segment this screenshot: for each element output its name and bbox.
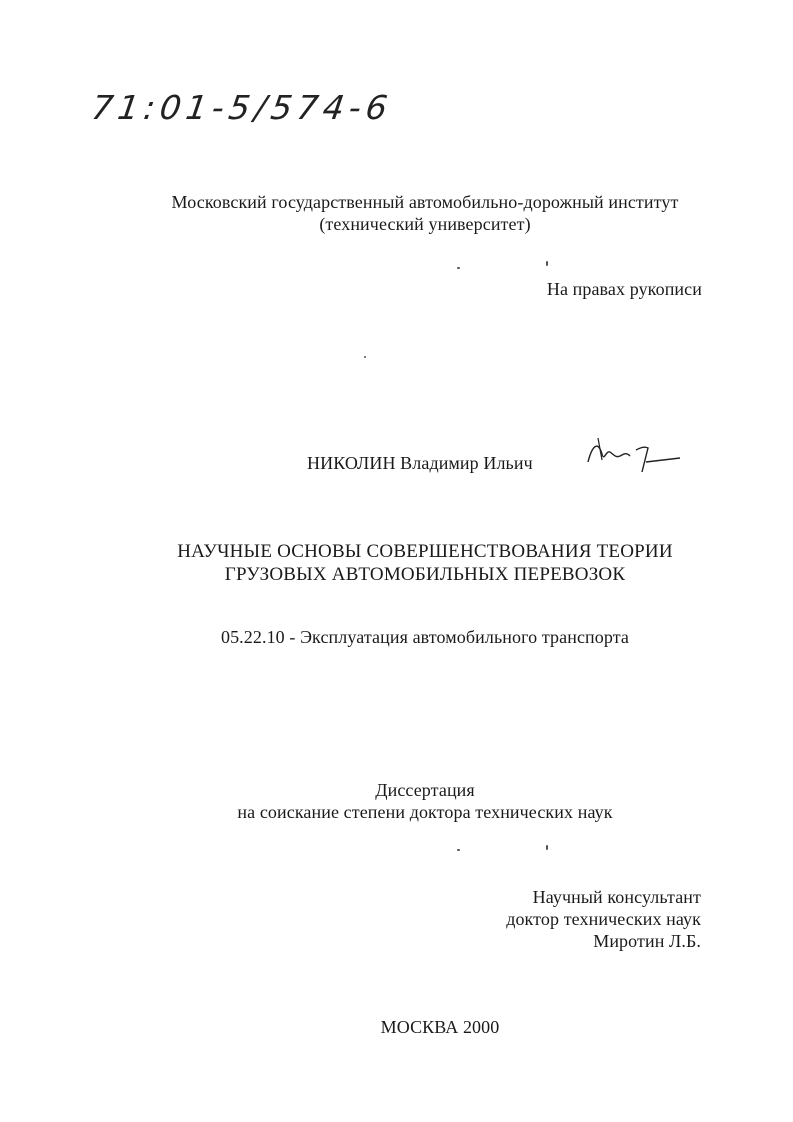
specialty-code: 05.22.10 - Эксплуатация автомобильного транспорта [220,627,630,647]
institution-name: Московский государственный автомобильно-дорожный институт [171,192,679,212]
archive-code-handwritten: 71:01-5/574-6 [89,88,395,127]
advisor-degree: доктор технических наук [506,909,701,929]
city-year: МОСКВА 2000 [380,1017,500,1037]
degree-sought: на соискание степени доктора технических наук [237,802,613,822]
advisor-role: Научный консультант [532,887,701,907]
scan-speck [457,849,460,851]
manuscript-rights-label: На правах рукописи [546,279,702,299]
scan-speck [364,356,366,358]
institution-subtitle: (технический университет) [319,214,531,234]
advisor-name: Миротин Л.Б. [593,931,701,951]
dissertation-title-line1: НАУЧНЫЕ ОСНОВЫ СОВЕРШЕНСТВОВАНИЯ ТЕОРИИ [177,541,673,562]
dissertation-title-line2: ГРУЗОВЫХ АВТОМОБИЛЬНЫХ ПЕРЕВОЗОК [224,564,626,585]
dissertation-label: Диссертация [375,780,475,800]
scan-speck [457,267,460,269]
author-signature [580,432,685,477]
author-name: НИКОЛИН Владимир Ильич [307,453,533,473]
scan-speck [546,261,548,266]
scan-speck [546,845,548,850]
